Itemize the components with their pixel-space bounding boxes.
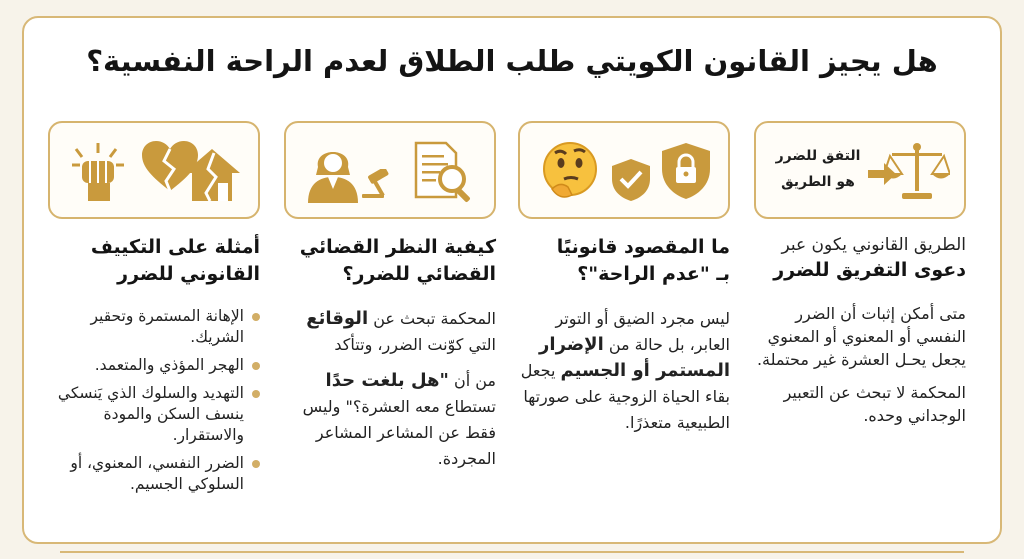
shield-check-icon [610,157,652,203]
shield-lock-icon [660,141,712,201]
col2-paragraph-emphasis: الإضرار المستمر أو الجسيم [539,334,730,381]
card-meaning [518,121,730,219]
list-item: الإهانة المستمرة وتحقير الشريك. [46,306,260,348]
fist-icon [70,143,126,203]
gavel-icon [362,169,398,199]
column-judicial-review [282,234,496,534]
list-item: التهديد والسلوك الذي يَنسكي ينسف السكن والمودة والاستقرار. [46,383,260,446]
arrow-caption-1: التفق للضرر [775,148,861,164]
col3-paragraph-1-tail: التي كوّنت الضرر، وتتأكد [334,335,496,354]
judge-icon [304,137,362,203]
col3-paragraph-1-lead: المحكمة تبحث عن [373,309,496,328]
bottom-divider [60,551,964,553]
column-examples [46,234,260,534]
col2-paragraph [516,306,730,436]
arrow-caption-2: هو الطريق [781,174,855,190]
col2-heading-line2: بـ "عدم الراحة"؟ [577,263,730,285]
col4-heading: أمثلة على التكييف القانوني للضرر [90,236,260,285]
card-judicial-review [284,121,496,219]
page-title: هل يجيز القانون الكويتي طلب الطلاق لعدم الراحة النفسية؟ [86,44,938,78]
col1-paragraph-1: متى أمكن إثبات أن الضرر النفسي أو المعنوي أو المعنوي يجعل يحـل العشرة غير محتملة. [756,304,966,369]
col1-heading-line2: دعوى التفريق للضرر [773,259,966,281]
card-legal-path [754,121,966,219]
examples-list [46,306,260,495]
column-meaning [516,234,730,534]
col3-paragraph-1 [282,306,496,358]
col3-paragraph-2-lead: من أن [453,371,496,390]
col3-paragraph-2-emphasis: "هل بلغت حدًا [325,370,449,391]
list-item: الهجر المؤذي والمتعمد. [46,355,260,376]
col3-paragraph-2-tail: تستطاع معه العشرة؟" وليس فقط عن المشاعر المشاعر المجردة. [302,397,496,468]
col3-heading: كيفية النظر القضائي القضائي للضرر؟ [299,236,496,285]
col1-paragraph-2: المحكمة لا تبحث عن التعبير الوجداني وحده. [783,383,966,425]
document-search-icon [412,139,478,205]
col1-heading-line1: الطريق القانوني يكون عبر [781,235,966,255]
card-examples [48,121,260,219]
broken-heart-icon [142,141,198,193]
column-legal-path [752,234,966,534]
arrow-right-icon [868,163,896,185]
col2-paragraph-lead: ليس مجرد الضيق أو التوتر العابر، بل حالة من [555,309,730,354]
col2-heading-line1: ما المقصود قانونيًا [556,236,730,258]
col3-paragraph-1-emphasis: الوقائع [306,308,369,329]
thinking-face-icon [538,139,602,203]
list-item: الضرر النفسي، المعنوي، أو السلوكي الجسيم. [46,453,260,495]
col3-paragraph-2 [282,368,496,472]
col2-paragraph-tail: يجعل بقاء الحياة الزوجية على صورتها الطبيعية متعذرًا. [520,361,730,432]
